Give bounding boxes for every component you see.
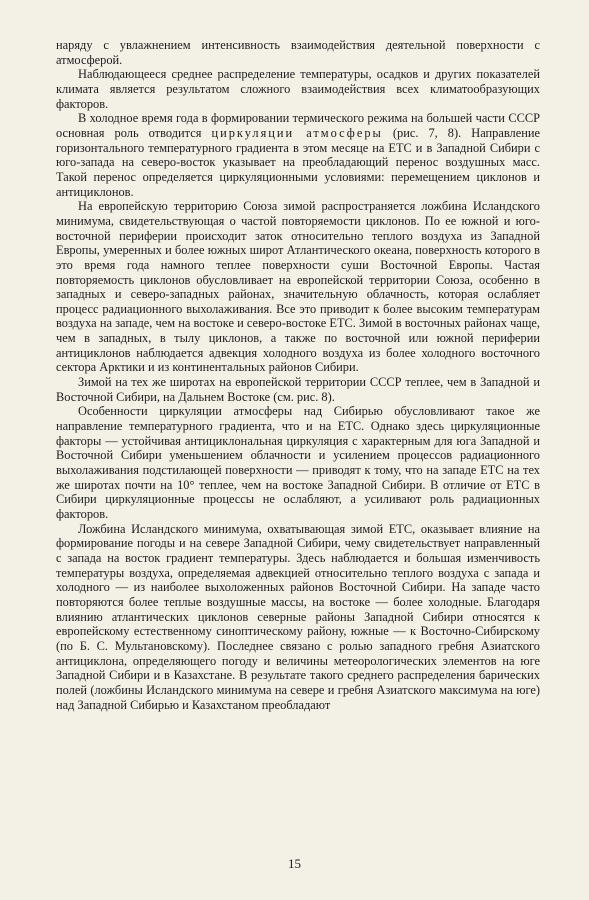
paragraph-6: Особенности циркуляции атмосферы над Сибирью обусловливают такое же направление температурного градиента, что и на ЕТС. Однако здесь циркуляционные факторы — устойчивая антициклональная циркуляция с характерным для юга Западной и Восточной Сибири уменьшением облачности и усилением процессов радиационного выхолаживания подстилающей поверхности — приводят к тому, что на западе ЕТС на тех же широтах почти на 10° теплее, чем на востоке Западной Сибири. В отличие от ЕТС в Сибири циркуляционные процессы не ослабляют, а усиливают роль радиационных факторов. bbox=[56, 404, 540, 521]
paragraph-4: На европейскую территорию Союза зимой распространяется ложбина Исландского минимума, свидетельствующая о частой повторяемости циклонов. По ее южной и юго-восточной периферии происходит заток относительно теплого воздуха из Западной Европы, умеренных и более южных широт Атлантического океана, поверхность которого в это время года намного теплее поверхности суши Восточной Европы. Частая повторяемость циклонов обусловливает на европейской территории Союза, особенно в западных и северо-западных районах, значительную облачность, которая ослабляет процесс радиационного выхолаживания. Все это приводит к более высоким температурам воздуха на западе, чем на востоке и северо-востоке ЕТС. Зимой в восточных районах чаще, чем в западных, в тылу циклонов, а также по восточной или южной периферии антициклонов наблюдается адвекция холодного воздуха из более холодного восточного сектора Арктики и из континентальных районов Сибири. bbox=[56, 199, 540, 375]
emphasized-phrase: циркуляции атмосферы bbox=[211, 125, 383, 140]
body-text bbox=[56, 38, 540, 712]
paragraph-3: В холодное время года в формировании термического режима на большей части СССР основная роль отводится циркуляции атмосферы (рис. 7, 8). Направление горизонтального температурного градиента в этом месяце на ЕТС и в Западной Сибири с юго-запада на северо-восток указывает на преобладающий перенос воздушных масс. Такой перенос определяется циркуляционными условиями: перемещением циклонов и антициклонов. bbox=[56, 111, 540, 199]
paragraph-5: Зимой на тех же широтах на европейской территории СССР теплее, чем в Западной и Восточной Сибири, на Дальнем Востоке (см. рис. 8). bbox=[56, 375, 540, 404]
paragraph-7: Ложбина Исландского минимума, охватывающая зимой ЕТС, оказывает влияние на формирование погоды и на севере Западной Сибири, чему свидетельствует направленный с запада на восток градиент температуры. Здесь наблюдается и большая изменчивость температуры воздуха, определяемая адвекцией относительно теплого воздуха с запада и холодного — из наиболее выхоложенных районов Восточной Сибири. На западе часто повторяются более теплые воздушные массы, на востоке — более холодные. Благодаря влиянию атлантических циклонов северные районы Западной Сибири относятся к европейскому естественному синоптическому району, южные — к Восточно-Сибирскому (по Б. С. Мультановскому). Последнее связано с ролью западного гребня Азиатского антициклона, определяющего погоду и величины метеорологических элементов на юге Западной Сибири и в Казахстане. В результате такого среднего распределения барических полей (ложбины Исландского минимума на севере и гребня Азиатского максимума на юге) над Западной Сибирью и Казахстаном преобладают bbox=[56, 521, 540, 712]
paragraph-2: Наблюдающееся среднее распределение температуры, осадков и других показателей климата является результатом сложного взаимодействия всех климатообразующих факторов. bbox=[56, 67, 540, 111]
paragraph-1: наряду с увлажнением интенсивность взаимодействия деятельной поверхности с атмосферой. bbox=[56, 38, 540, 67]
page-number: 15 bbox=[288, 856, 301, 871]
